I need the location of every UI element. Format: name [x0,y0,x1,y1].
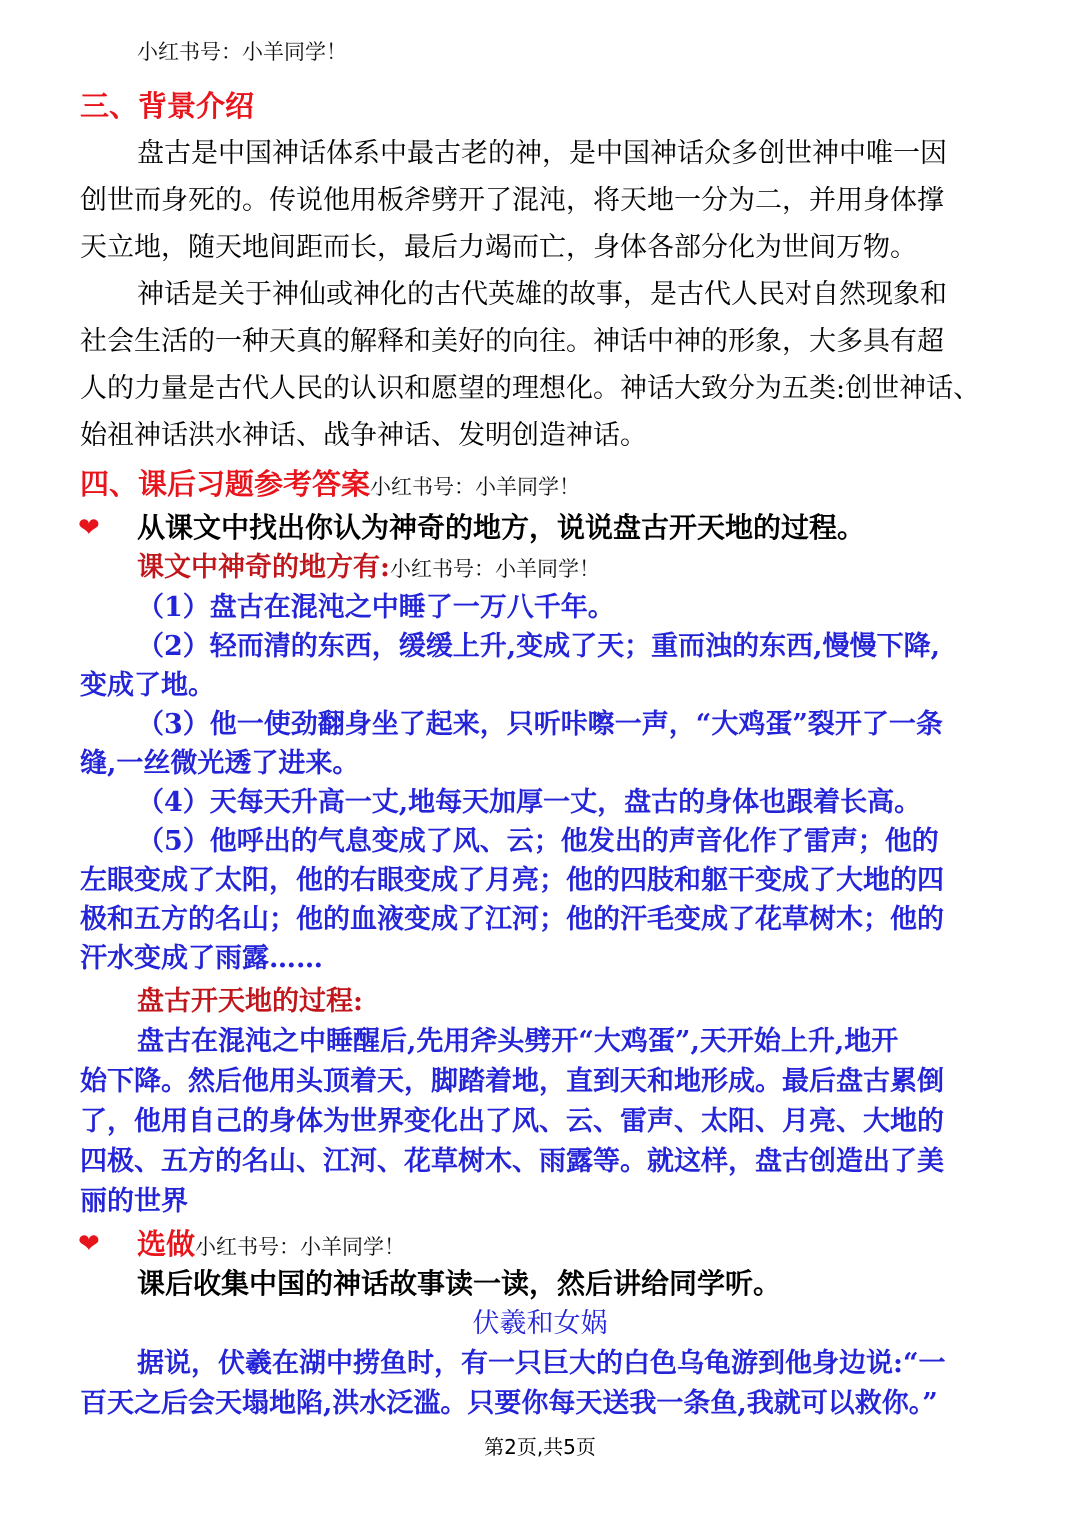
page-number: 第2页,共5页 [484,1435,596,1459]
section3-heading: 三、背景介绍 [80,89,255,123]
answer-line: 极和五方的名山；他的血液变成了江河；他的汗毛变成了花草树木；他的 [80,904,944,935]
answer-line: （5）他呼出的气息变成了风、云；他发出的声音化作了雷声；他的 [137,826,939,857]
answer-line: （1）盘古在混沌之中睡了一万八千年。 [137,592,615,623]
answer-line: 变成了地。 [80,670,215,701]
process-line: 四极、五方的名山、江河、花草树木、雨露等。就这样，盘古创造出了美 [80,1146,944,1177]
magic-label-row [137,548,600,589]
watermark: 小红书号：小羊同学！ [195,1235,406,1259]
section4-heading-row [80,464,580,507]
process-label: 盘古开天地的过程: [137,986,363,1017]
process-line: 始下降。然后他用头顶着天，脚踏着地，直到天和地形成。最后盘古累倒 [80,1066,944,1097]
answer-line: （4）天每天升高一丈,地每天加厚一丈，盘古的身体也跟着长高。 [137,787,922,818]
question-1: 从课文中找出你认为神奇的地方，说说盘古开天地的过程。 [137,511,866,544]
optional-label: 选做 [137,1227,196,1261]
answer-line: （2）轻而清的东西，缓缓上升,变成了天；重而浊的东西,慢慢下降, [137,631,940,662]
section4-heading: 四、课后习题参考答案 [80,467,371,501]
paragraph-line: 人的力量是古代人民的认识和愿望的理想化。神话大致分为五类:创世神话、 [80,373,981,404]
optional-row [137,1224,405,1267]
process-line: 了，他用自己的身体为世界变化出了风、云、雷声、太阳、月亮、大地的 [80,1106,944,1137]
story-title: 伏羲和女娲 [472,1308,608,1339]
paragraph-line: 神话是关于神仙或神化的古代英雄的故事，是古代人民对自然现象和 [137,279,947,310]
heart-icon: ❤ [78,1229,100,1259]
heart-icon: ❤ [78,513,100,543]
answer-line: 汗水变成了雨露…… [80,943,323,974]
paragraph-line: 天立地，随天地间距而长，最后力竭而亡，身体各部分化为世间万物。 [80,232,917,263]
story-line: 百天之后会天塌地陷,洪水泛滥。只要你每天送我一条鱼,我就可以救你。” [80,1388,938,1419]
watermark: 小红书号：小羊同学！ [370,475,581,499]
story-line: 据说，伏羲在湖中捞鱼时，有一只巨大的白色乌龟游到他身边说:“一 [137,1348,946,1379]
paragraph-line: 创世而身死的。传说他用板斧劈开了混沌，将天地一分为二，并用身体撑 [80,185,944,216]
answer-line: （3）他一使劲翻身坐了起来，只听咔嚓一声，“大鸡蛋”裂开了一条 [137,709,943,740]
question-2: 课后收集中国的神话故事读一读，然后讲给同学听。 [137,1267,782,1300]
process-line: 盘古在混沌之中睡醒后,先用斧头劈开“大鸡蛋”,天开始上升,地开 [137,1026,899,1057]
magic-label: 课文中神奇的地方有: [137,552,390,583]
paragraph-line: 始祖神话洪水神话、战争神话、发明创造神话。 [80,420,647,451]
watermark: 小红书号：小羊同学！ [389,557,600,581]
paragraph-line: 社会生活的一种天真的解释和美好的向往。神话中神的形象，大多具有超 [80,326,944,357]
answer-line: 缝,一丝微光透了进来。 [80,748,360,779]
watermark-top: 小红书号：小羊同学！ [137,40,347,64]
paragraph-line: 盘古是中国神话体系中最古老的神，是中国神话众多创世神中唯一因 [137,138,947,169]
answer-line: 左眼变成了太阳，他的右眼变成了月亮；他的四肢和躯干变成了大地的四 [80,865,944,896]
process-line: 丽的世界 [80,1186,188,1217]
